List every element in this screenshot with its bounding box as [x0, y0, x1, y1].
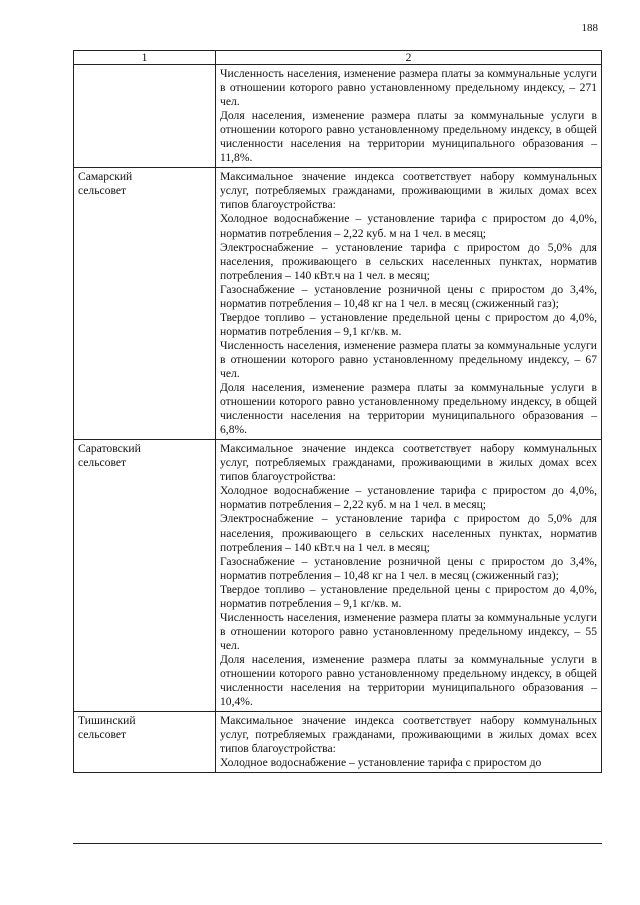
description-paragraph: Максимальное значение индекса соответствует набору коммунальных услуг, потребляемых гражданами, проживающими в жилых домах всех типов благоустройства:: [220, 442, 597, 484]
description-paragraph: Газоснабжение – установление розничной цены с приростом до 3,4%, норматив потребления – 10,48 кг на 1 чел. в месяц (сжиженный газ);: [220, 282, 597, 310]
description-paragraph: Электроснабжение – установление тарифа с приростом до 5,0% для населения, проживающего в сельских населенных пунктах, норматив потребления – 140 кВт.ч на 1 чел. в месяц;: [220, 512, 597, 554]
description-paragraph: Максимальное значение индекса соответствует набору коммунальных услуг, потребляемых гражданами, проживающими в жилых домах всех типов благоустройства:: [220, 170, 597, 212]
description-paragraph: Газоснабжение – установление розничной цены с приростом до 3,4%, норматив потребления – 10,48 кг на 1 чел. в месяц (сжиженный газ);: [220, 554, 597, 582]
header-col-1: 1: [74, 51, 216, 65]
description-paragraph: Холодное водоснабжение – установление тарифа с приростом до 4,0%, норматив потребления – 2,22 куб. м на 1 чел. в месяц;: [220, 212, 597, 240]
municipality-name-cell: [74, 440, 216, 712]
table-bottom-rule: [73, 843, 602, 844]
header-row: [74, 51, 602, 65]
table-row: [74, 65, 602, 168]
municipality-name-cell: [74, 712, 216, 773]
header-col-2: 2: [216, 51, 602, 65]
description-paragraph: Холодное водоснабжение – установление тарифа с приростом до 4,0%, норматив потребления – 2,22 куб. м на 1 чел. в месяц;: [220, 484, 597, 512]
municipality-name-line: сельсовет: [78, 456, 127, 470]
municipality-name-line: сельсовет: [78, 184, 127, 198]
table-row: [74, 440, 602, 712]
table-row: [74, 168, 602, 440]
municipality-name-line: Тишинский: [78, 714, 136, 728]
page-number: 188: [581, 22, 598, 34]
description-paragraph: Доля населения, изменение размера платы за коммунальные услуги в отношении которого равно установленному предельному индексу, в общей численности населения на территории муниципального образования – 11,8%.: [220, 109, 597, 165]
municipality-name-cell: [74, 65, 216, 168]
description-paragraph: Максимальное значение индекса соответствует набору коммунальных услуг, потребляемых гражданами, проживающими в жилых домах всех типов благоустройства:: [220, 714, 597, 756]
index-description-cell: [216, 168, 602, 440]
municipality-name-cell: [74, 168, 216, 440]
description-paragraph: Численность населения, изменение размера платы за коммунальные услуги в отношении которого равно установленному предельному индексу, – 67 чел.: [220, 338, 597, 380]
municipality-name-line: Саратовский: [78, 442, 141, 456]
description-paragraph: Твердое топливо – установление предельной цены с приростом до 4,0%, норматив потребления – 9,1 кг/кв. м.: [220, 582, 597, 610]
description-paragraph: Холодное водоснабжение – установление тарифа с приростом до: [220, 756, 542, 770]
index-description-cell: [216, 440, 602, 712]
description-paragraph: Доля населения, изменение размера платы за коммунальные услуги в отношении которого равно установленному предельному индексу, в общей численности населения на территории муниципального образования – 6,8%.: [220, 381, 597, 437]
description-paragraph: Численность населения, изменение размера платы за коммунальные услуги в отношении которого равно установленному предельному индексу, – 55 чел.: [220, 610, 597, 652]
index-description-cell: [216, 65, 602, 168]
index-table: [73, 50, 602, 773]
table-row: [74, 712, 602, 773]
index-description-cell: [216, 712, 602, 773]
description-paragraph: Доля населения, изменение размера платы за коммунальные услуги в отношении которого равно установленному предельному индексу, в общей численности населения на территории муниципального образования – 10,4%.: [220, 652, 597, 709]
municipality-name-line: Самарский: [78, 170, 133, 184]
municipality-name-line: сельсовет: [78, 728, 127, 742]
description-paragraph: Численность населения, изменение размера платы за коммунальные услуги в отношении которого равно установленному предельному индексу, – 271 чел.: [220, 67, 597, 109]
description-paragraph: Электроснабжение – установление тарифа с приростом до 5,0% для населения, проживающего в сельских населенных пунктах, норматив потребления – 140 кВт.ч на 1 чел. в месяц;: [220, 240, 597, 282]
description-paragraph: Твердое топливо – установление предельной цены с приростом до 4,0%, норматив потребления – 9,1 кг/кв. м.: [220, 310, 597, 338]
